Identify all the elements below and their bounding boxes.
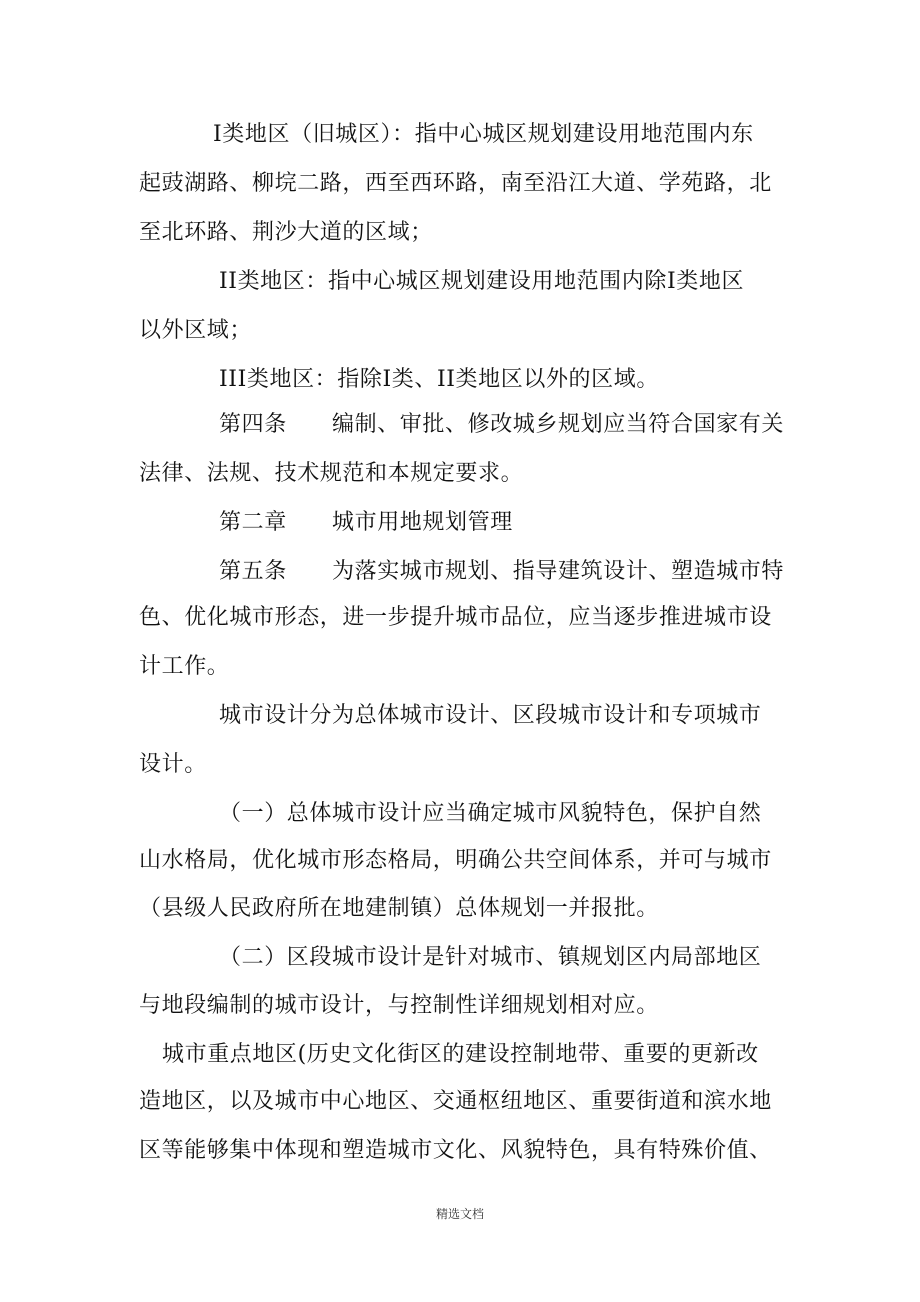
text-line: 色、优化城市形态，进一步提升城市品位，应当逐步推进城市设 xyxy=(139,605,772,630)
text-line: 山水格局，优化城市形态格局，明确公共空间体系，并可与城市 xyxy=(139,848,772,873)
text-line: （县级人民政府所在地建制镇）总体规划一并报批。 xyxy=(139,896,659,921)
text-line: 至北环路、荆沙大道的区域； xyxy=(139,220,433,245)
text-line: 第五条 为落实城市规划、指导建筑设计、塑造城市特 xyxy=(219,559,785,584)
text-line: 第四条 编制、审批、修改城乡规划应当符合国家有关 xyxy=(219,412,785,437)
text-line: 设计。 xyxy=(139,752,207,777)
chapter-heading: 第二章 城市用地规划管理 xyxy=(219,510,513,535)
text-line: 区等能够集中体现和塑造城市文化、风貌特色，具有特殊价值、 xyxy=(139,1138,772,1163)
text-line: 计工作。 xyxy=(139,654,230,679)
page-footer: 精选文档 xyxy=(435,1207,484,1221)
text-line: 与地段编制的城市设计，与控制性详细规划相对应。 xyxy=(139,993,659,1018)
text-line: III类地区：指除I类、II类地区以外的区域。 xyxy=(219,367,659,392)
text-line: II类地区：指中心城区规划建设用地范围内除I类地区 xyxy=(219,269,745,294)
text-line: 城市设计分为总体城市设计、区段城市设计和专项城市 xyxy=(219,703,762,728)
text-line: 法律、法规、技术规范和本规定要求。 xyxy=(139,461,524,486)
text-line: 以外区域； xyxy=(139,318,253,343)
text-line: （一）总体城市设计应当确定城市风貌特色，保护自然 xyxy=(219,801,762,826)
text-line: 起豉湖路、柳垸二路，西至西环路，南至沿江大道、学苑路，北 xyxy=(139,171,772,196)
text-line: I类地区（旧城区）：指中心城区规划建设用地范围内东 xyxy=(213,122,754,147)
text-line: 造地区，以及城市中心地区、交通枢纽地区、重要街道和滨水地 xyxy=(139,1089,772,1114)
text-line: （二）区段城市设计是针对城市、镇规划区内局部地区 xyxy=(219,945,762,970)
text-line: 城市重点地区(历史文化街区的建设控制地带、重要的更新改 xyxy=(162,1042,759,1067)
